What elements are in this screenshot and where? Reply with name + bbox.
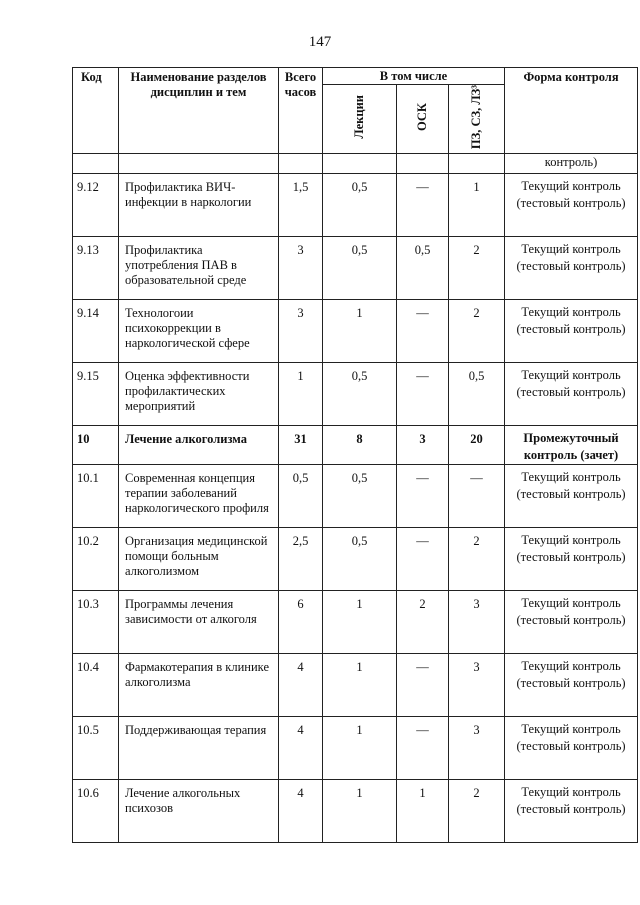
header-lectures: Лекции bbox=[352, 95, 366, 139]
continuation-text: контроль) bbox=[505, 154, 638, 174]
row-code: 10 bbox=[73, 426, 119, 465]
row-pz: 3 bbox=[449, 654, 505, 717]
row-lectures: 8 bbox=[323, 426, 397, 465]
header-pz: ПЗ, СЗ, ЛЗ³ bbox=[469, 85, 483, 150]
table-row bbox=[73, 465, 638, 528]
row-pz: 2 bbox=[449, 237, 505, 300]
row-name: Профилактика употребления ПАВ в образовательной среде bbox=[119, 237, 279, 300]
table-row bbox=[73, 717, 638, 780]
row-lectures: 1 bbox=[323, 300, 397, 363]
row-code: 10.5 bbox=[73, 717, 119, 780]
row-total: 1,5 bbox=[279, 174, 323, 237]
table-row bbox=[73, 363, 638, 426]
row-name: Оценка эффективности профилактических мероприятий bbox=[119, 363, 279, 426]
continuation-row bbox=[73, 154, 638, 174]
row-osk: — bbox=[397, 300, 449, 363]
row-name: Современная концепция терапии заболеваний наркологического профиля bbox=[119, 465, 279, 528]
table-row bbox=[73, 528, 638, 591]
row-pz: 20 bbox=[449, 426, 505, 465]
row-form: Текущий контроль (тестовый контроль) bbox=[505, 465, 638, 528]
table-row bbox=[73, 426, 638, 465]
row-code: 9.13 bbox=[73, 237, 119, 300]
row-form: Текущий контроль (тестовый контроль) bbox=[505, 591, 638, 654]
row-lectures: 1 bbox=[323, 591, 397, 654]
row-form: Текущий контроль (тестовый контроль) bbox=[505, 780, 638, 843]
row-osk: 1 bbox=[397, 780, 449, 843]
table-row bbox=[73, 300, 638, 363]
row-code: 10.3 bbox=[73, 591, 119, 654]
row-form: Текущий контроль (тестовый контроль) bbox=[505, 717, 638, 780]
row-code: 9.12 bbox=[73, 174, 119, 237]
row-code: 10.2 bbox=[73, 528, 119, 591]
row-code: 10.6 bbox=[73, 780, 119, 843]
row-form: Текущий контроль (тестовый контроль) bbox=[505, 237, 638, 300]
table-row bbox=[73, 237, 638, 300]
row-pz: 2 bbox=[449, 780, 505, 843]
curriculum-table bbox=[72, 67, 638, 843]
row-lectures: 0,5 bbox=[323, 174, 397, 237]
row-total: 4 bbox=[279, 717, 323, 780]
row-pz: — bbox=[449, 465, 505, 528]
table-row bbox=[73, 174, 638, 237]
row-pz: 3 bbox=[449, 717, 505, 780]
row-form: Текущий контроль (тестовый контроль) bbox=[505, 363, 638, 426]
row-osk: — bbox=[397, 363, 449, 426]
header-including: В том числе bbox=[323, 68, 505, 85]
header-code: Код bbox=[73, 68, 119, 154]
row-total: 2,5 bbox=[279, 528, 323, 591]
row-lectures: 1 bbox=[323, 654, 397, 717]
row-form: Текущий контроль (тестовый контроль) bbox=[505, 174, 638, 237]
row-total: 0,5 bbox=[279, 465, 323, 528]
row-lectures: 0,5 bbox=[323, 363, 397, 426]
header-total: Всего часов bbox=[279, 68, 323, 154]
row-pz: 2 bbox=[449, 528, 505, 591]
row-osk: 0,5 bbox=[397, 237, 449, 300]
row-name: Лечение алкогольных психозов bbox=[119, 780, 279, 843]
row-osk: — bbox=[397, 654, 449, 717]
row-name: Фармакотерапия в клинике алкоголизма bbox=[119, 654, 279, 717]
page-number: 147 bbox=[308, 34, 332, 50]
table-row bbox=[73, 780, 638, 843]
row-osk: 3 bbox=[397, 426, 449, 465]
header-form: Форма контроля bbox=[505, 68, 638, 154]
row-total: 4 bbox=[279, 654, 323, 717]
row-osk: — bbox=[397, 717, 449, 780]
row-lectures: 0,5 bbox=[323, 465, 397, 528]
row-code: 9.14 bbox=[73, 300, 119, 363]
row-osk: — bbox=[397, 528, 449, 591]
row-total: 4 bbox=[279, 780, 323, 843]
row-form: Текущий контроль (тестовый контроль) bbox=[505, 654, 638, 717]
row-lectures: 0,5 bbox=[323, 528, 397, 591]
row-name: Поддерживающая терапия bbox=[119, 717, 279, 780]
row-total: 6 bbox=[279, 591, 323, 654]
row-code: 10.1 bbox=[73, 465, 119, 528]
row-pz: 2 bbox=[449, 300, 505, 363]
header-osk: ОСК bbox=[415, 103, 429, 132]
row-total: 1 bbox=[279, 363, 323, 426]
row-total: 3 bbox=[279, 300, 323, 363]
row-lectures: 1 bbox=[323, 717, 397, 780]
row-pz: 3 bbox=[449, 591, 505, 654]
row-form: Промежуточный контроль (зачет) bbox=[505, 426, 638, 465]
row-osk: — bbox=[397, 174, 449, 237]
row-code: 9.15 bbox=[73, 363, 119, 426]
row-name: Технологоии психокоррекции в наркологической сфере bbox=[119, 300, 279, 363]
row-lectures: 1 bbox=[323, 780, 397, 843]
row-form: Текущий контроль (тестовый контроль) bbox=[505, 528, 638, 591]
row-total: 3 bbox=[279, 237, 323, 300]
row-total: 31 bbox=[279, 426, 323, 465]
row-code: 10.4 bbox=[73, 654, 119, 717]
header-name: Наименование разделов дисциплин и тем bbox=[119, 68, 279, 154]
row-name: Программы лечения зависимости от алкоголя bbox=[119, 591, 279, 654]
table-row bbox=[73, 591, 638, 654]
row-pz: 0,5 bbox=[449, 363, 505, 426]
row-name: Лечение алкоголизма bbox=[119, 426, 279, 465]
row-form: Текущий контроль (тестовый контроль) bbox=[505, 300, 638, 363]
table-row bbox=[73, 654, 638, 717]
row-lectures: 0,5 bbox=[323, 237, 397, 300]
row-pz: 1 bbox=[449, 174, 505, 237]
row-osk: — bbox=[397, 465, 449, 528]
row-osk: 2 bbox=[397, 591, 449, 654]
row-name: Организация медицинской помощи больным алкоголизмом bbox=[119, 528, 279, 591]
row-name: Профилактика ВИЧ-инфекции в наркологии bbox=[119, 174, 279, 237]
